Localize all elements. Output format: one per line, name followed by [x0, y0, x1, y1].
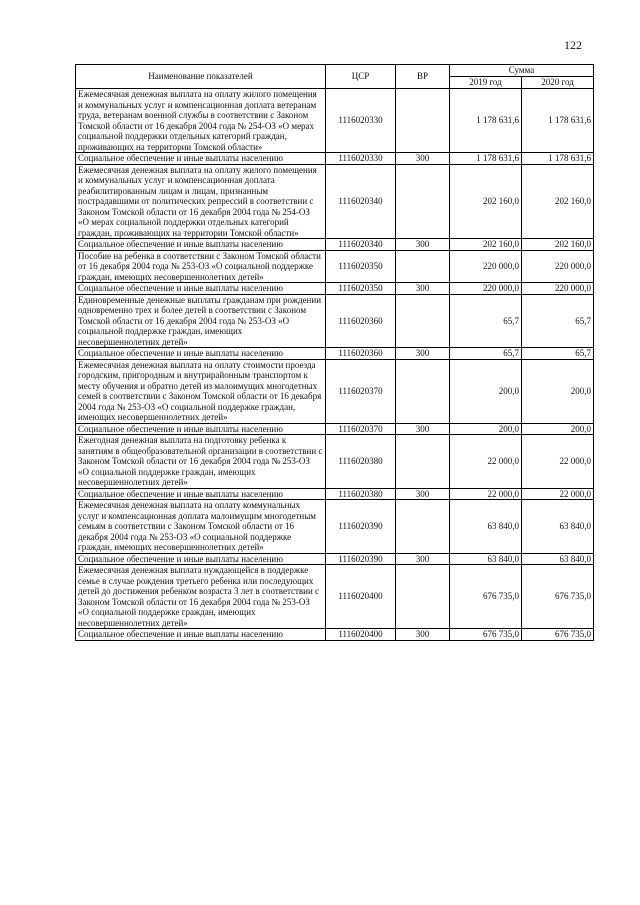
row-sum-2019: 22 000,0: [450, 435, 522, 489]
table-row: [76, 153, 594, 165]
row-name: Социальное обеспечение и иные выплаты населению: [76, 348, 326, 360]
row-name: Единовременные денежные выплаты гражданам при рождении одновременно трех и более детей в соответствии с Законом Томской области от 16 декабря 2004 года № 253-ОЗ «О социальной поддержке граждан, имеющих несовершеннолетних детей»: [76, 294, 326, 348]
row-name: Ежемесячная денежная выплата на оплату жилого помещения и коммунальных услуг и компенсационная доплата реабилитированным лицам и лицам, признанным пострадавшими от политических репрессий в соответствии с Законом Томской области от 16 декабря 2004 года № 254-ОЗ «О мерах социальной поддержки отдельных категорий граждан, проживающих на территории Томской области»: [76, 164, 326, 239]
row-sum-2019: 220 000,0: [450, 283, 522, 295]
row-sum-2020: 676 735,0: [522, 565, 594, 629]
row-name: Социальное обеспечение и иные выплаты населению: [76, 423, 326, 435]
row-sum-2020: 65,7: [522, 294, 594, 348]
row-name: Ежемесячная денежная выплата на оплату жилого помещения и коммунальных услуг и компенсационная доплата ветеранам труда, ветеранам военной службы в соответствии с Законом Томской области от 16 декабря 2004 года № 254-ОЗ «О мерах социальной поддержки отдельных категорий граждан, проживающих на территории Томской области»: [76, 89, 326, 153]
row-sum-2020: 202 160,0: [522, 239, 594, 251]
row-csr: 1116020330: [326, 89, 396, 153]
row-sum-2020: 200,0: [522, 359, 594, 423]
row-csr: 1116020360: [326, 294, 396, 348]
row-sum-2020: 202 160,0: [522, 164, 594, 239]
row-sum-2020: 1 178 631,6: [522, 153, 594, 165]
row-csr: 1116020400: [326, 629, 396, 641]
row-csr: 1116020360: [326, 348, 396, 360]
table-row: [76, 488, 594, 500]
row-sum-2019: 200,0: [450, 423, 522, 435]
row-csr: 1116020340: [326, 164, 396, 239]
row-sum-2020: 22 000,0: [522, 435, 594, 489]
table-row: [76, 239, 594, 251]
header-csr: ЦСР: [326, 65, 396, 89]
table-row: [76, 164, 594, 239]
row-name: Социальное обеспечение и иные выплаты населению: [76, 239, 326, 251]
row-vr: 300: [396, 629, 450, 641]
row-csr: 1116020350: [326, 250, 396, 283]
header-name: Наименование показателей: [76, 65, 326, 89]
table-row: [76, 89, 594, 153]
row-vr: [396, 294, 450, 348]
row-sum-2020: 1 178 631,6: [522, 89, 594, 153]
table-header: [76, 65, 594, 89]
row-sum-2020: 220 000,0: [522, 283, 594, 295]
header-year-2019: 2019 год: [450, 77, 522, 89]
row-sum-2020: 676 735,0: [522, 629, 594, 641]
row-vr: 300: [396, 239, 450, 251]
row-name: Ежемесячная денежная выплата на оплату коммунальных услуг и компенсационная доплата малоимущим многодетным семьям в соответствии с Законом Томской области от 16 декабря 2004 года № 253-ОЗ «О социальной поддержке граждан, имеющих несовершеннолетних детей»: [76, 500, 326, 554]
row-csr: 1116020380: [326, 488, 396, 500]
row-name: Социальное обеспечение и иные выплаты населению: [76, 488, 326, 500]
row-csr: 1116020380: [326, 435, 396, 489]
row-sum-2020: 63 840,0: [522, 500, 594, 554]
table-row: [76, 359, 594, 423]
row-sum-2019: 220 000,0: [450, 250, 522, 283]
table-row: [76, 348, 594, 360]
row-sum-2019: 65,7: [450, 348, 522, 360]
row-sum-2019: 676 735,0: [450, 565, 522, 629]
row-csr: 1116020390: [326, 553, 396, 565]
table-row: [76, 565, 594, 629]
row-vr: [396, 435, 450, 489]
row-sum-2019: 63 840,0: [450, 553, 522, 565]
row-name: Ежемесячная денежная выплата нуждающейся в поддержке семье в случае рождения третьего ребенка или последующих детей до достижения ребенком возраста 3 лет в соответствии с Законом Томской области от 16 декабря 2004 года № 253-ОЗ «О социальной поддержке граждан, имеющих несовершеннолетних детей»: [76, 565, 326, 629]
table-row: [76, 500, 594, 554]
row-name: Социальное обеспечение и иные выплаты населению: [76, 283, 326, 295]
row-name: Социальное обеспечение и иные выплаты населению: [76, 153, 326, 165]
row-csr: 1116020330: [326, 153, 396, 165]
row-vr: [396, 164, 450, 239]
row-vr: 300: [396, 423, 450, 435]
row-sum-2019: 1 178 631,6: [450, 89, 522, 153]
row-name: Ежегодная денежная выплата на подготовку ребенка к занятиям в общеобразовательной организации в соответствии с Законом Томской области от 16 декабря 2004 года № 253-ОЗ «О социальной поддержке граждан, имеющих несовершеннолетних детей»: [76, 435, 326, 489]
row-vr: 300: [396, 283, 450, 295]
header-year-2020: 2020 год: [522, 77, 594, 89]
row-vr: [396, 250, 450, 283]
row-vr: 300: [396, 348, 450, 360]
row-vr: 300: [396, 553, 450, 565]
row-vr: [396, 89, 450, 153]
table-row: [76, 435, 594, 489]
table-row: [76, 553, 594, 565]
row-name: Социальное обеспечение и иные выплаты населению: [76, 553, 326, 565]
row-sum-2019: 22 000,0: [450, 488, 522, 500]
row-sum-2019: 1 178 631,6: [450, 153, 522, 165]
row-vr: 300: [396, 153, 450, 165]
row-vr: [396, 565, 450, 629]
row-vr: [396, 359, 450, 423]
row-csr: 1116020370: [326, 423, 396, 435]
row-sum-2020: 22 000,0: [522, 488, 594, 500]
header-vr: ВР: [396, 65, 450, 89]
row-sum-2020: 63 840,0: [522, 553, 594, 565]
budget-table: [75, 64, 594, 641]
row-csr: 1116020400: [326, 565, 396, 629]
row-sum-2019: 676 735,0: [450, 629, 522, 641]
table-row: [76, 283, 594, 295]
row-sum-2020: 200,0: [522, 423, 594, 435]
row-sum-2019: 202 160,0: [450, 239, 522, 251]
row-vr: 300: [396, 488, 450, 500]
table-row: [76, 629, 594, 641]
header-sum: Сумма: [450, 65, 594, 77]
page-number: 122: [564, 38, 582, 52]
table-row: [76, 250, 594, 283]
row-sum-2019: 63 840,0: [450, 500, 522, 554]
row-sum-2019: 200,0: [450, 359, 522, 423]
row-csr: 1116020370: [326, 359, 396, 423]
row-csr: 1116020350: [326, 283, 396, 295]
row-sum-2020: 65,7: [522, 348, 594, 360]
row-csr: 1116020390: [326, 500, 396, 554]
row-sum-2020: 220 000,0: [522, 250, 594, 283]
row-sum-2019: 65,7: [450, 294, 522, 348]
row-sum-2019: 202 160,0: [450, 164, 522, 239]
row-name: Пособие на ребенка в соответствии с Законом Томской области от 16 декабря 2004 года № 253-ОЗ «О социальной поддержке граждан, имеющих несовершеннолетних детей»: [76, 250, 326, 283]
row-name: Ежемесячная денежная выплата на оплату стоимости проезда городским, пригородным и внутрирайонным транспортом к месту обучения и обратно детей из малоимущих многодетных семей в соответствии с Законом Томской области от 16 декабря 2004 года № 253-ОЗ «О социальной поддержке граждан, имеющих несовершеннолетних детей»: [76, 359, 326, 423]
table-row: [76, 294, 594, 348]
table-row: [76, 423, 594, 435]
row-name: Социальное обеспечение и иные выплаты населению: [76, 629, 326, 641]
row-vr: [396, 500, 450, 554]
row-csr: 1116020340: [326, 239, 396, 251]
